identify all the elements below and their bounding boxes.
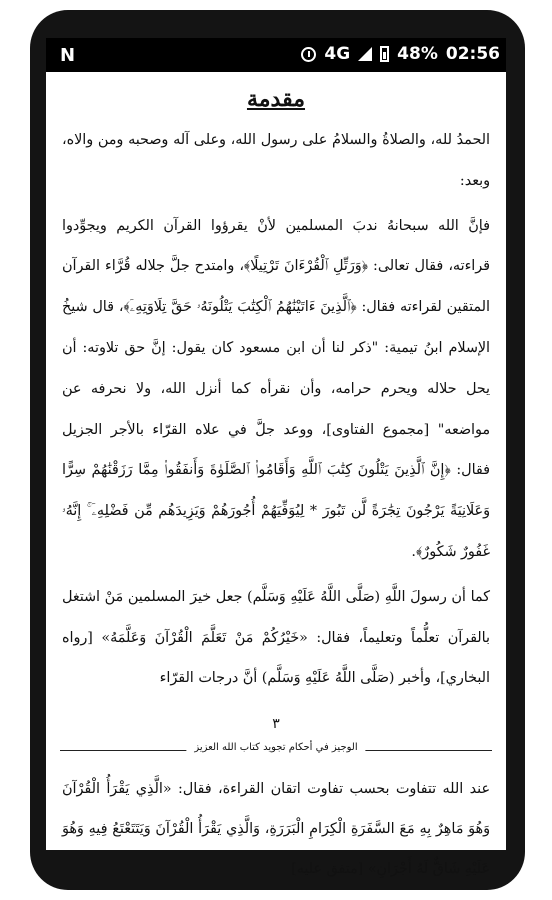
battery-percent: 48%	[397, 44, 438, 64]
paragraph-1: الحمدُ لله، والصلاةُ والسلامُ على رسول الله، وعلى آله وصحبه ومن والاه، وبعد:	[62, 132, 490, 189]
battery-icon	[380, 46, 389, 62]
paragraph-3: كما أن رسولَ اللَّهِ (صَلَّى اللَّهُ عَلَيْهِ وَسَلَّم) جعل خيرَ المسلمين مَنْ اشتغل بالقرآن تعلُّماً وتعليماً، فقال: «خَيْرُكُمْ مَنْ تَعَلَّمَ الْقُرْآنَ وَعَلَّمَهُ» [رواه البخاري]، وأخبر (صَلَّى اللَّهُ عَلَيْهِ وَسَلَّم) أنَّ درجات القرّاء	[62, 588, 490, 687]
notification-n-icon: N	[60, 45, 76, 66]
status-right-group	[301, 44, 500, 64]
next-page-paragraph: عند الله تتفاوت بحسب تفاوت اتقان القراءة، فقال: «الَّذِي يَقْرَأُ الْقُرْآنَ وَهُوَ مَاهِرٌ بِهِ مَعَ السَّفَرَةِ الْكِرَامِ الْبَرَرَةِ، وَالَّذِي يَقْرَأُ الْقُرْآنَ وَيَتَتَعْتَعُ فِيهِ وَهُوَ عَلَيْهِ شَاقٌّ لَهُ أَجْرَانِ» [متفق عليه]	[62, 781, 490, 878]
page-title: مقدمة	[246, 86, 306, 112]
page-footer	[60, 739, 492, 763]
footer-label: الوجيز في أحكام تجويد كتاب الله العزيز	[186, 742, 365, 753]
page-number: ٣	[272, 716, 280, 733]
clock: 02:56	[445, 44, 500, 64]
paragraph-2: فإنَّ الله سبحانهُ ندبَ المسلمين لأنْ يقرؤوا القرآن الكريم ويجوِّدوا قراءته، فقال تعالى: ﴿وَرَتِّلِ ٱلْقُرْءَانَ تَرْتِيلًا﴾، وامتدح جلَّ جلاله قُرَّاء القرآن المتقين لقراءته فقال: ﴿ٱلَّذِينَ ءَاتَيْنَٰهُمُ ٱلْكِتَٰبَ يَتْلُونَهُۥ حَقَّ تِلَاوَتِهِۦٓ﴾، قال شيخُ الإسلام ابنُ تيمية: "ذكر لنا أن ابن مسعود كان يقول: إنَّ حق تلاوته: أن يحل حلاله ويحرم حرامه، وأن نقرأه كما أنزل الله، ولا نحرفه عن مواضعه" [مجموع الفتاوى]، ووعد جلَّ في علاه القرّاء بالأجر الجزيل فقال: ﴿إِنَّ ٱلَّذِينَ يَتْلُونَ كِتَٰبَ ٱللَّهِ وَأَقَامُوا۟ ٱلصَّلَوٰةَ وَأَنفَقُوا۟ مِمَّا رَزَقْنَٰهُمْ سِرًّا وَعَلَانِيَةً يَرْجُونَ تِجَٰرَةً لَّن تَبُورَ * لِيُوَفِّيَهُمْ أُجُورَهُمْ وَيَزِيدَهُم مِّن فَضْلِهِۦٓ ۚ إِنَّهُۥ غَفُورٌ شَكُورٌ﴾.	[62, 217, 490, 560]
book-page[interactable]	[46, 72, 506, 878]
signal-icon	[358, 47, 372, 61]
network-label: 4G	[324, 44, 351, 64]
alarm-icon	[301, 47, 316, 62]
status-bar	[46, 38, 506, 72]
